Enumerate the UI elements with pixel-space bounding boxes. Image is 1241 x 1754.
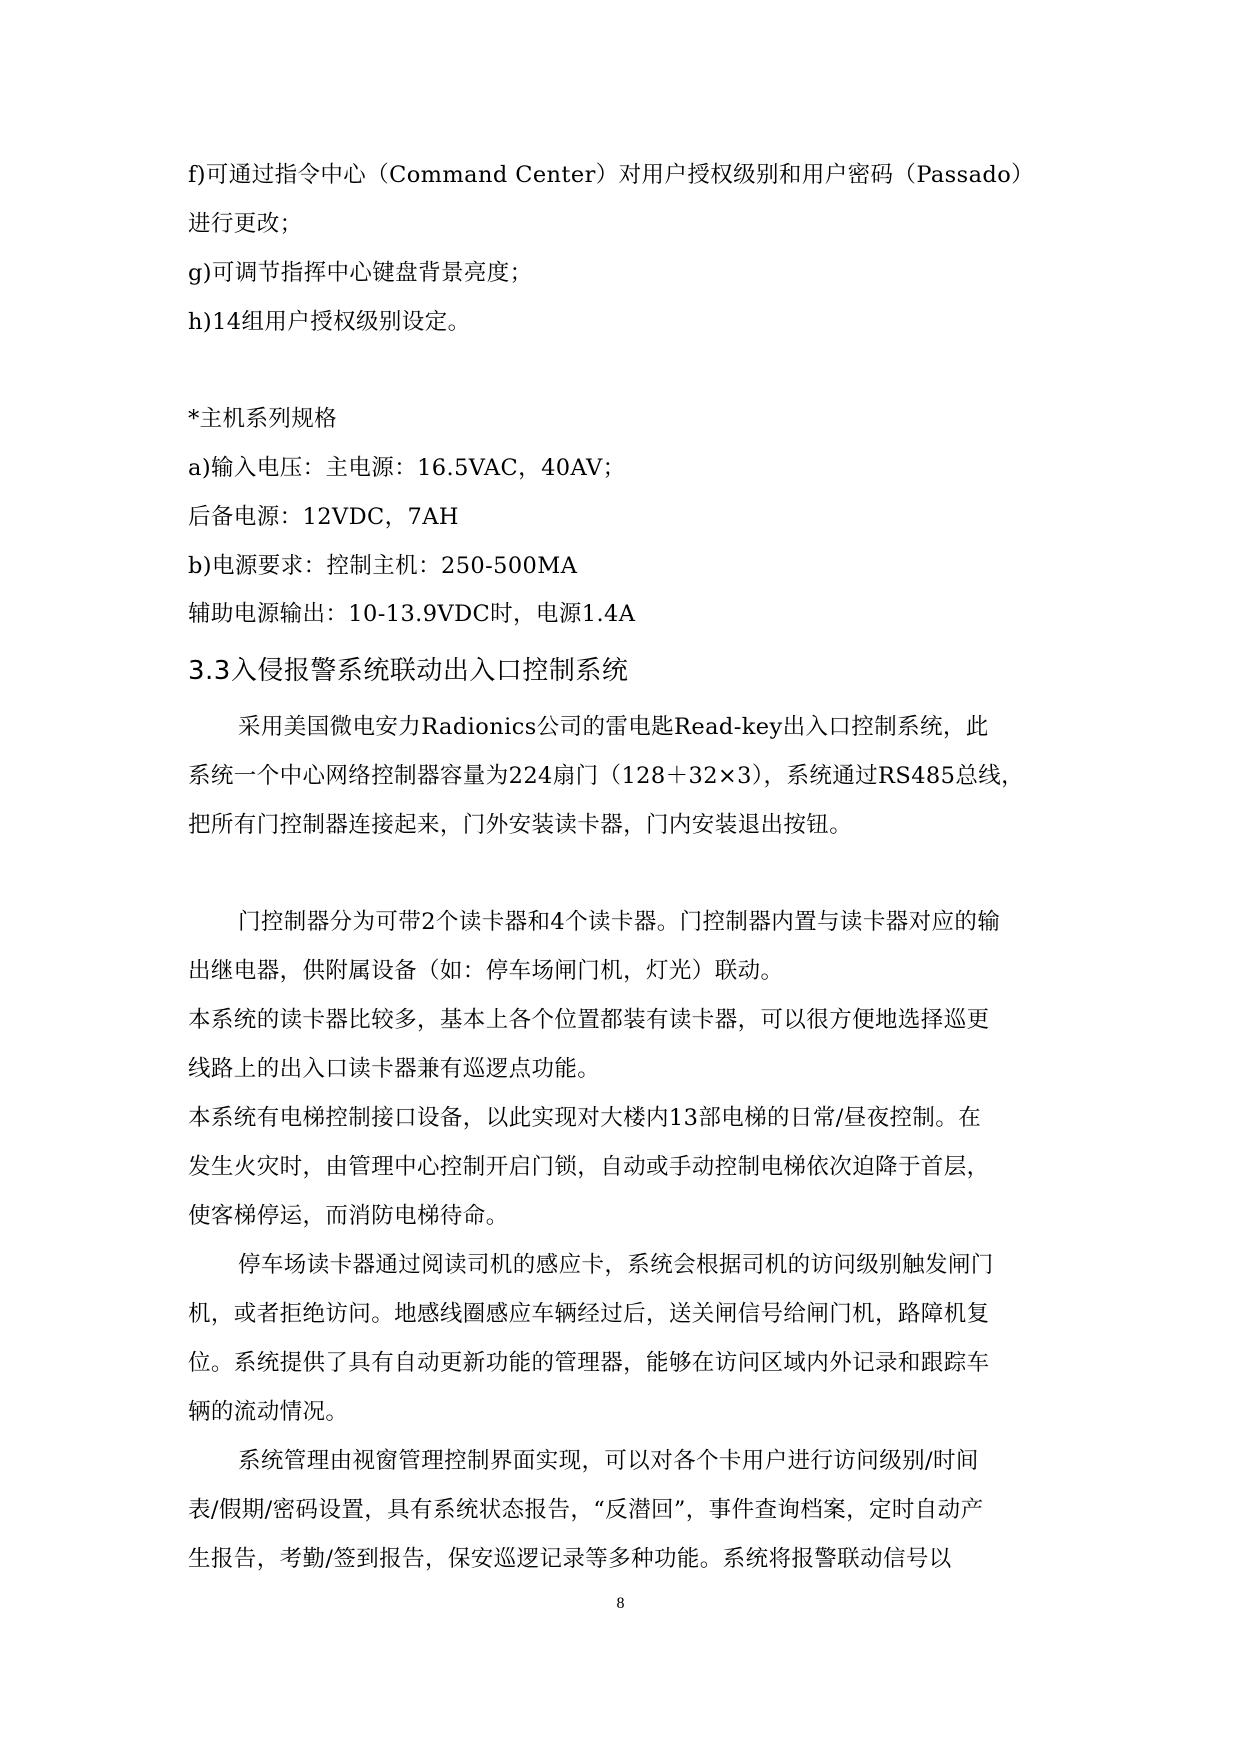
paragraph-line: 系统一个中心网络控制器容量为224扇门（128＋32×3），系统通过RS485总线， xyxy=(188,763,1025,789)
paragraph-line: 机，或者拒绝访问。地感线圈感应车辆经过后，送关闸信号给闸门机，路障机复 xyxy=(188,1301,990,1327)
paragraph-line: 使客梯停运，而消防电梯待命。 xyxy=(188,1203,509,1229)
paragraph-line: 把所有门控制器连接起来，门外安装读卡器，门内安装退出按钮。 xyxy=(188,812,853,838)
paragraph-line: 发生火灾时，由管理中心控制开启门锁，自动或手动控制电梯依次迫降于首层， xyxy=(188,1154,990,1180)
paragraph-line: 系统管理由视窗管理控制界面实现，可以对各个卡用户进行访问级别/时间 xyxy=(238,1448,979,1474)
page-number: 8 xyxy=(616,1595,625,1612)
paragraph-line: 线路上的出入口读卡器兼有巡逻点功能。 xyxy=(188,1056,601,1082)
section-heading: 3.3入侵报警系统联动出入口控制系统 xyxy=(188,656,629,686)
paragraph-line: 位。系统提供了具有自动更新功能的管理器，能够在访问区域内外记录和跟踪车 xyxy=(188,1350,990,1376)
paragraph-line: 采用美国微电安力Radionics公司的雷电匙Read-key出入口控制系统，此 xyxy=(238,714,989,740)
specs-title: *主机系列规格 xyxy=(188,406,338,432)
paragraph-line: 停车场读卡器通过阅读司机的感应卡，系统会根据司机的访问级别触发闸门 xyxy=(238,1252,994,1278)
paragraph-line: 生报告，考勤/签到报告，保安巡逻记录等多种功能。系统将报警联动信号以 xyxy=(188,1546,952,1572)
paragraph-line: 出继电器，供附属设备（如：停车场闸门机，灯光）联动。 xyxy=(188,958,784,984)
item-f-line-1: f)可通过指令中心（Command Center）对用户授权级别和用户密码（Passado） xyxy=(188,162,1035,188)
paragraph-line: 辆的流动情况。 xyxy=(188,1399,349,1425)
paragraph-line: 门控制器分为可带2个读卡器和4个读卡器。门控制器内置与读卡器对应的输 xyxy=(238,909,1001,935)
spec-line: a)输入电压：主电源：16.5VAC，40AV； xyxy=(188,455,626,481)
item-g: g)可调节指挥中心键盘背景亮度； xyxy=(188,260,533,286)
paragraph-line: 表/假期/密码设置，具有系统状态报告，“反潜回”，事件查询档案，定时自动产 xyxy=(188,1497,984,1523)
spec-line: b)电源要求：控制主机：250-500MA xyxy=(188,553,578,579)
spec-line: 辅助电源输出：10-13.9VDC时，电源1.4A xyxy=(188,601,636,627)
spec-line: 后备电源：12VDC，7AH xyxy=(188,504,459,530)
item-f-line-2: 进行更改； xyxy=(188,211,303,237)
paragraph-line: 本系统有电梯控制接口设备，以此实现对大楼内13部电梯的日常/昼夜控制。在 xyxy=(188,1105,982,1131)
item-h: h)14组用户授权级别设定。 xyxy=(188,309,471,335)
paragraph-line: 本系统的读卡器比较多，基本上各个位置都装有读卡器，可以很方便地选择巡更 xyxy=(188,1007,990,1033)
